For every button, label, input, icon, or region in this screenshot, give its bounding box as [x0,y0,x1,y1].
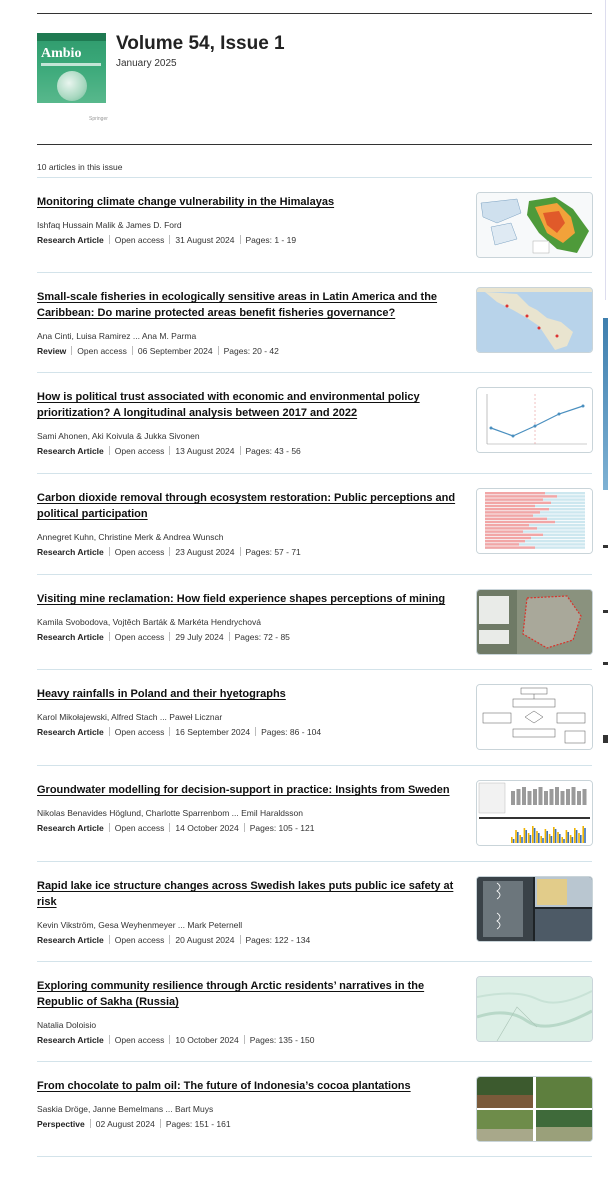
article-authors: Ishfaq Hussain Malik & James D. Ford [37,220,182,230]
meta-separator [229,632,230,641]
meta-separator [109,935,110,944]
issue-header [37,33,592,138]
article-title-link[interactable]: Rapid lake ice structure changes across Swedish lakes puts public ice safety at risk [37,880,454,908]
meta-separator [240,547,241,556]
article-meta [37,727,321,737]
article-item [37,765,592,862]
article-title-link[interactable]: Heavy rainfalls in Poland and their hyetographs [37,688,286,700]
meta-separator [132,346,133,355]
article-type: Research Article [37,727,104,737]
issue-date: January 2025 [116,58,177,69]
cover-publisher-logo: Springer [89,116,108,122]
right-edge-banner [603,318,608,490]
list-bottom-divider [37,1156,592,1157]
bar-chart-thumbnail[interactable] [476,488,593,554]
article-title-link[interactable]: Small-scale fisheries in ecologically sensitive areas in Latin America and the Caribbean: Do marine protected areas benefit fisheries governance? [37,291,438,319]
plantation-photo-thumbnail[interactable] [476,1076,593,1142]
meta-separator [240,446,241,455]
ice-photo-thumbnail[interactable] [476,876,593,942]
infographic-thumbnail[interactable] [476,780,593,846]
terrain-map-thumbnail[interactable] [476,976,593,1042]
article-item [37,372,592,474]
cover-top-band [37,33,106,41]
article-meta [37,823,314,833]
article-authors: Natalia Doloisio [37,1020,97,1030]
right-edge-mark [603,662,608,665]
article-date: 20 August 2024 [175,935,235,945]
article-date: 13 August 2024 [175,446,235,456]
meta-separator [169,235,170,244]
right-edge-mark [603,545,608,548]
article-title-link[interactable]: Monitoring climate change vulnerability in the Himalayas [37,196,335,208]
article-item [37,861,592,962]
article-pages: Pages: 1 - 19 [245,235,297,245]
meta-separator [169,823,170,832]
article-type: Review [37,346,67,356]
aerial-map-thumbnail[interactable] [476,589,593,655]
article-authors: Kamila Svobodova, Vojtěch Barták & Markéta Hendrychová [37,617,261,627]
meta-separator [169,727,170,736]
article-type: Research Article [37,547,104,557]
article-title-link[interactable]: Groundwater modelling for decision-support in practice: Insights from Sweden [37,784,450,796]
article-authors: Kevin Vikström, Gesa Weyhenmeyer ... Mark Peternell [37,920,243,930]
article-authors: Annegret Kuhn, Christine Merk & Andrea Wunsch [37,532,224,542]
open-access-label: Open access [114,235,165,245]
top-divider [37,13,592,14]
meta-separator [109,446,110,455]
right-edge-mark [603,735,608,743]
article-authors: Nikolas Benavides Höglund, Charlotte Sparrenbom ... Emil Haraldsson [37,808,303,818]
article-item [37,272,592,373]
article-pages: Pages: 57 - 71 [245,547,301,557]
article-item [37,177,592,273]
open-access-label: Open access [114,1035,165,1045]
meta-separator [109,1035,110,1044]
meta-separator [169,1035,170,1044]
article-item [37,1061,592,1157]
meta-separator [244,1035,245,1044]
article-meta [37,935,310,945]
meta-separator [109,727,110,736]
meta-separator [109,547,110,556]
article-title-link[interactable]: Carbon dioxide removal through ecosystem restoration: Public perceptions and political participation [37,492,456,520]
article-meta [37,1035,314,1045]
cover-globe-icon [57,71,87,101]
article-type: Research Article [37,823,104,833]
article-title-link[interactable]: Visiting mine reclamation: How field experience shapes perceptions of mining [37,593,446,605]
article-count: 10 articles in this issue [37,162,123,172]
right-edge-mark [603,610,608,613]
article-type: Research Article [37,632,104,642]
open-access-label: Open access [114,632,165,642]
article-item [37,669,592,766]
article-pages: Pages: 72 - 85 [234,632,290,642]
article-meta [37,346,279,356]
meta-separator [255,727,256,736]
article-date: 16 September 2024 [175,727,251,737]
meta-separator [160,1119,161,1128]
article-item [37,473,592,575]
article-meta [37,632,290,642]
article-item [37,574,592,670]
meta-separator [169,935,170,944]
article-title-link[interactable]: From chocolate to palm oil: The future of Indonesia’s cocoa plantations [37,1080,411,1092]
cover-subtitle-line [41,63,101,66]
article-authors: Ana Cinti, Luisa Ramirez ... Ana M. Parma [37,331,197,341]
open-access-label: Open access [114,547,165,557]
latin-america-map-thumbnail[interactable] [476,287,593,353]
article-date: 10 October 2024 [175,1035,239,1045]
article-type: Research Article [37,446,104,456]
article-date: 29 July 2024 [175,632,224,642]
open-access-label: Open access [114,727,165,737]
article-pages: Pages: 122 - 134 [245,935,311,945]
article-pages: Pages: 86 - 104 [261,727,322,737]
meta-separator [169,547,170,556]
article-type: Perspective [37,1119,85,1129]
article-pages: Pages: 135 - 150 [249,1035,315,1045]
meta-separator [109,235,110,244]
article-meta [37,235,296,245]
article-authors: Sami Ahonen, Aki Koivula & Jukka Sivonen [37,431,200,441]
line-chart-thumbnail[interactable] [476,387,593,453]
open-access-label: Open access [114,446,165,456]
article-date: 02 August 2024 [95,1119,155,1129]
article-type: Research Article [37,1035,104,1045]
meta-separator [218,346,219,355]
flowchart-thumbnail[interactable] [476,684,593,750]
open-access-label: Open access [114,935,165,945]
article-authors: Saskia Dröge, Janne Bemelmans ... Bart Muys [37,1104,214,1114]
article-date: 23 August 2024 [175,547,235,557]
article-pages: Pages: 43 - 56 [245,446,301,456]
article-title-link[interactable]: How is political trust associated with economic and environmental policy prioritization? A longitudinal analysis between 2017 and 2022 [37,391,420,419]
meta-separator [109,823,110,832]
himalaya-map-thumbnail[interactable] [476,192,593,258]
article-meta [37,547,301,557]
article-date: 31 August 2024 [175,235,235,245]
article-date: 14 October 2024 [175,823,239,833]
header-divider [37,144,592,145]
article-type: Research Article [37,935,104,945]
issue-title: Volume 54, Issue 1 [116,33,285,54]
article-pages: Pages: 105 - 121 [249,823,315,833]
right-edge-line [605,0,606,300]
journal-cover-image[interactable] [37,33,106,103]
article-meta [37,446,301,456]
article-authors: Karol Mikołajewski, Alfred Stach ... Paweł Licznar [37,712,223,722]
meta-separator [90,1119,91,1128]
article-date: 06 September 2024 [137,346,213,356]
article-meta [37,1119,231,1129]
meta-separator [109,632,110,641]
meta-separator [240,935,241,944]
meta-separator [244,823,245,832]
article-pages: Pages: 151 - 161 [165,1119,231,1129]
open-access-label: Open access [77,346,127,356]
article-title-link[interactable]: Exploring community resilience through Arctic residents’ narratives in the Republic of Sakha (Russia) [37,980,425,1008]
cover-journal-name: Ambio [41,46,82,61]
meta-separator [169,446,170,455]
open-access-label: Open access [114,823,165,833]
meta-separator [71,346,72,355]
meta-separator [240,235,241,244]
article-pages: Pages: 20 - 42 [223,346,279,356]
article-type: Research Article [37,235,104,245]
article-item [37,961,592,1062]
meta-separator [169,632,170,641]
